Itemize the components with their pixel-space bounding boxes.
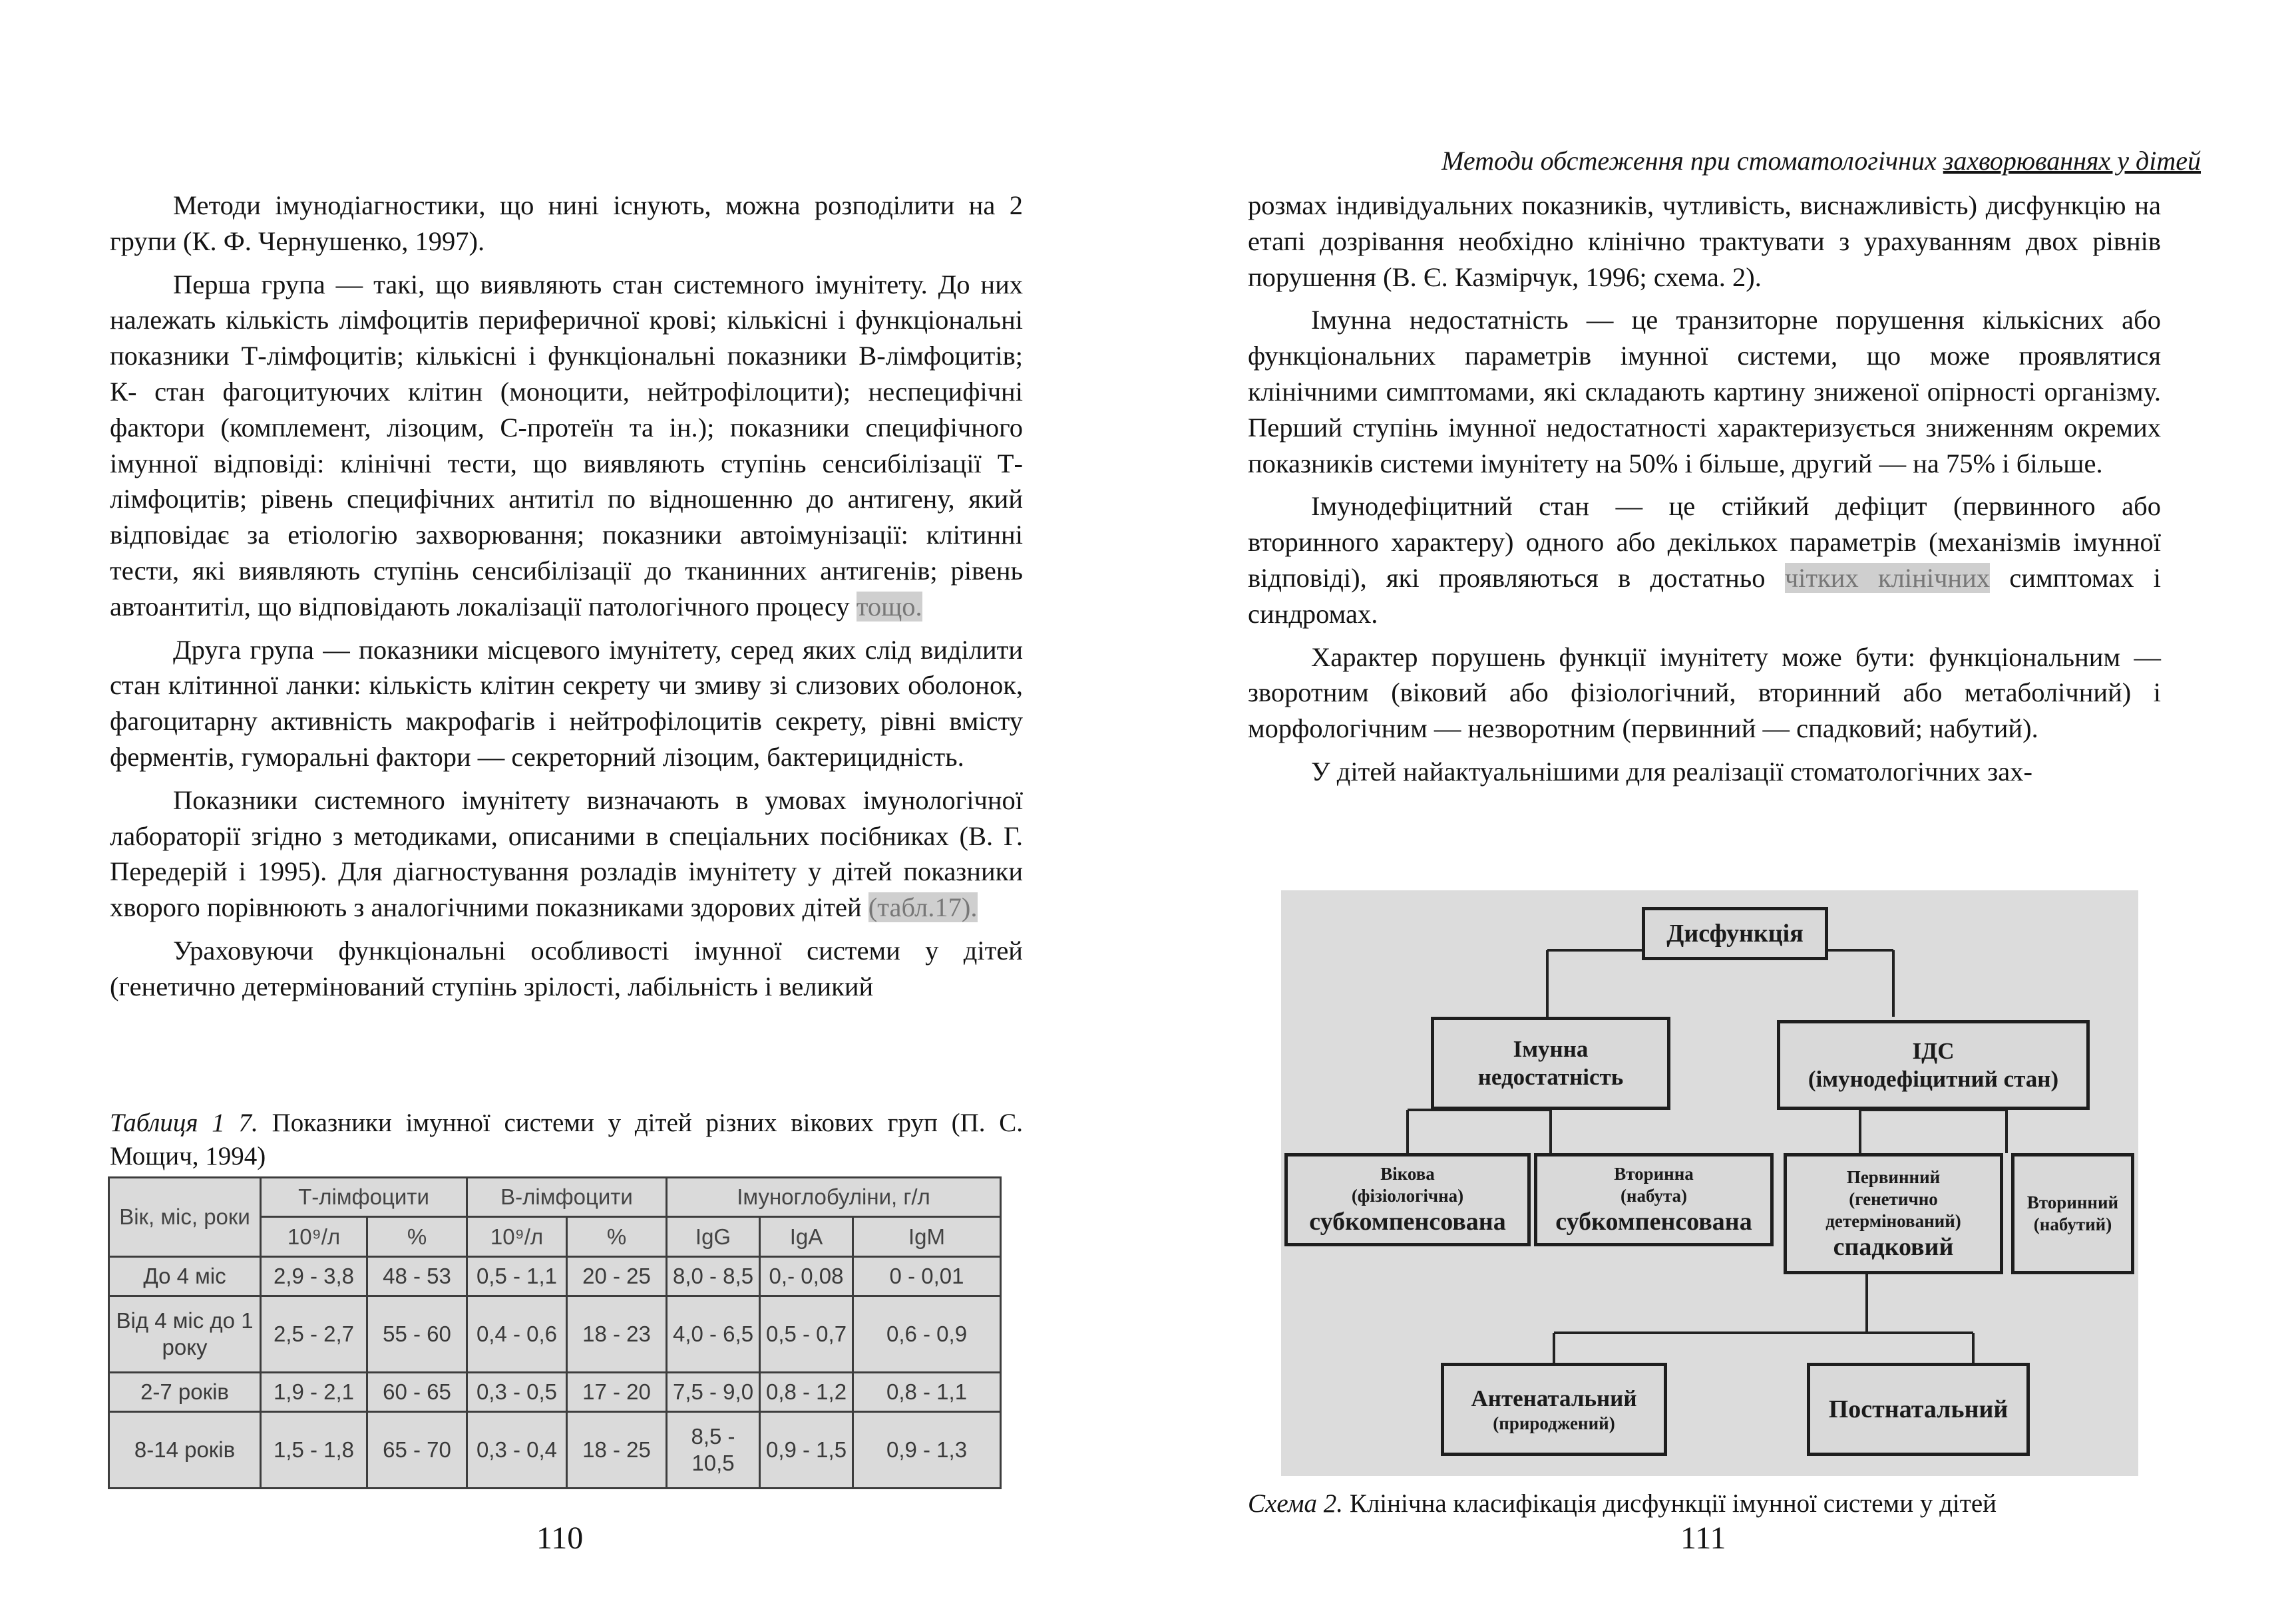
table-subheader-cell: IgM	[853, 1217, 1001, 1256]
paragraph: Методи імунодіагностики, що нині існують, можна розподілити на 2 групи (К. Ф. Чернушенко, 1997).	[110, 190, 1023, 256]
table-cell: Від 4 міс до 1 року	[109, 1296, 261, 1373]
table-caption-label: Таблиця 1 7.	[110, 1109, 258, 1137]
table-cell: 0,3 - 0,4	[467, 1412, 567, 1489]
table-header-cell: Імуноглобуліни, г/л	[667, 1178, 1001, 1217]
immune-indicators-table	[108, 1176, 1002, 1489]
scheme-caption-label: Схема 2.	[1248, 1489, 1344, 1518]
table-cell: 0 - 0,01	[853, 1256, 1001, 1296]
table-row	[109, 1412, 1001, 1489]
table-cell: 65 - 70	[367, 1412, 467, 1489]
table-cell: 1,5 - 1,8	[261, 1412, 367, 1489]
scheme-box-postnatal: Постнатальний	[1807, 1363, 2030, 1456]
table-cell: 48 - 53	[367, 1256, 467, 1296]
table-subheader-cell: 10⁹/л	[261, 1217, 367, 1256]
highlighted-text: чітких клінічних	[1784, 562, 1991, 593]
table-header-cell: В-лімфоцити	[467, 1178, 667, 1217]
table-cell: 7,5 - 9,0	[667, 1372, 760, 1411]
table-subheader-cell: IgA	[760, 1217, 853, 1256]
paragraph: У дітей найактуальнішими для реалізації стоматологічних зах-	[1311, 756, 2032, 787]
paragraph: Перша група — такі, що виявляють стан системного імунітету. До них належать кількість лімфоцитів периферичної крові; кількісні і функціональні показники Т-лімфоцитів; кількісні і функціональні показники В-лімфоцитів; К- стан фагоцитуючих клітин (моноцити, нейтрофілоцити); неспецифічні фактори (комплемент, лізоцим, С-протеїн та ін.); показники специфічного імунної відповіді: клінічні тести, що виявляють ступінь сенсибілізації Т-лімфоцитів; рівень специфічних антитіл по відношенню до антигену, який відповідає за етіологію захворювання; показники автоімунізації: клітинні тести, які виявляють ступінь сенсибілізації до тканинних антигенів; рівень автоантитіл, що відповідають локалізації патологічного процесу тощо.	[110, 269, 1023, 621]
paragraph: Показники системного імунітету визначають в умовах імунологічної лабораторії згідно з методиками, описаними в спеціальних посібниках (В. Г. Передерій і 1995). Для діагностування розладів імунітету у дітей показники хворого порівнюють з аналогічними показниками здорових дітей (табл.17).	[110, 785, 1023, 923]
right-page	[1148, 0, 2296, 1597]
scheme-caption	[1248, 1487, 2161, 1520]
paragraph: Характер порушень функції імунітету може бути: функціональним — зворотним (віковий або фізіологічний, вторинний або метаболічний) і морфологічним — незворотним (первинний — спадковий; набутий).	[1248, 641, 2161, 744]
page-number: 110	[536, 1520, 584, 1556]
table-cell: 0,6 - 0,9	[853, 1296, 1001, 1373]
right-body-text	[1248, 188, 2161, 797]
table-cell: 0,8 - 1,2	[760, 1372, 853, 1411]
scheme-box-antenatal: Антенатальний (природжений)	[1441, 1363, 1667, 1456]
table-cell: 0,3 - 0,5	[467, 1372, 567, 1411]
table-subheader-cell: 10⁹/л	[467, 1217, 567, 1256]
page-number: 111	[1680, 1520, 1726, 1556]
table-cell: 8,5 - 10,5	[667, 1412, 760, 1489]
table-row	[109, 1372, 1001, 1411]
table-cell: 2-7 років	[109, 1372, 261, 1411]
scheme-box-secondary-acquired: Вторинна (набута) субкомпенсована	[1534, 1153, 1774, 1246]
paragraph-continuation: стан фагоцитуючих клітин (моноцити, нейтрофілоцити); неспецифічні фактори (комплемент, лізоцим, С-протеїн та ін.); показники специфічного імунної відповіді: клінічні тести, що виявляють ступінь сенсибілізації Т-лімфоцитів; рівень специфічних антитіл по відношенню до антигену, який відповідає за етіологію захворювання; показники автоімунізації: клітинні тести, які виявляють ступінь сенсибілізації до тканинних антигенів; рівень автоантитіл, що відповідають локалізації патологічного процесу	[110, 376, 1023, 621]
table-cell: 18 - 23	[567, 1296, 667, 1373]
table-header-cell: Вік, міс, роки	[109, 1178, 261, 1257]
scheme-box-age: Вікова (фізіологічна) субкомпенсована	[1284, 1153, 1531, 1246]
table-cell: 0,9 - 1,5	[760, 1412, 853, 1489]
classification-scheme	[1281, 890, 2138, 1476]
scheme-caption-text: Клінічна класифікація дисфункції імунної системи у дітей	[1349, 1489, 1997, 1518]
immune-table-container	[108, 1176, 1000, 1489]
table-reference: (табл.17).	[868, 892, 978, 923]
paragraph-continuation: 1995). Для діагностування розладів імунітету у дітей показники хворого порівнюють з аналогічними показниками здорових дітей	[110, 856, 1023, 923]
table-cell: 2,5 - 2,7	[261, 1296, 367, 1373]
table-cell: До 4 міс	[109, 1256, 261, 1296]
table-cell: 0,- 0,08	[760, 1256, 853, 1296]
table-caption-text: Показники імунної системи у дітей різних вікових груп (П. С. Мощич, 1994)	[110, 1109, 1023, 1170]
paragraph: розмах індивідуальних показників, чутливість, виснажливість) дисфункцію на етапі дозрівання необхідно клінічно трактувати з урахуванням двох рівнів порушення (В. Є. Казмірчук, 1996; схема. 2).	[1248, 190, 2161, 292]
scheme-box-immune-deficiency: Імунна недостатність	[1431, 1017, 1670, 1110]
table-cell: 18 - 25	[567, 1412, 667, 1489]
table-cell: 2,9 - 3,8	[261, 1256, 367, 1296]
paragraph: Ураховуючи функціональні особливості імунної системи у дітей (генетично детермінований ступінь зрілості, лабільність і великий	[110, 935, 1023, 1001]
table-header-row	[109, 1178, 1001, 1217]
table-cell: 60 - 65	[367, 1372, 467, 1411]
table-caption	[110, 1107, 1023, 1173]
paragraph: Друга група — показники місцевого імунітету, серед яких слід виділити стан клітинної ланки: кількість клітин секрету чи змиву зі слизових оболонок, фагоцитарну активність макрофагів і нейтрофілоцитів секрету, рівні вмісту ферментів, гуморальні фактори — секреторний лізоцим, бактерицидність.	[110, 634, 1023, 772]
table-subheader-cell: %	[367, 1217, 467, 1256]
paragraph: Імунодефіцитний стан — це стійкий дефіцит (первинного або вторинного характеру) одного або декількох параметрів (механізмів імунної відповіді), які проявляються в достатньо чітких клінічних симптомах і синдромах.	[1248, 491, 2162, 629]
table-cell: 8,0 - 8,5	[667, 1256, 760, 1296]
table-cell: 4,0 - 6,5	[667, 1296, 760, 1373]
table-cell: 0,5 - 1,1	[467, 1256, 567, 1296]
scheme-box-secondary: Вторинний (набутий)	[2011, 1153, 2134, 1274]
table-cell: 0,8 - 1,1	[853, 1372, 1001, 1411]
left-body-text	[110, 188, 1023, 1012]
table-cell: 0,9 - 1,3	[853, 1412, 1001, 1489]
running-head: Методи обстеження при стоматологічних захворюваннях у дітей	[1441, 146, 2201, 176]
table-cell: 55 - 60	[367, 1296, 467, 1373]
table-cell: 1,9 - 2,1	[261, 1372, 367, 1411]
scheme-box-primary: Первинний (генетично детермінований) спадковий	[1784, 1153, 2003, 1274]
table-cell: 20 - 25	[567, 1256, 667, 1296]
scheme-box-ids: ІДС (імунодефіцитний стан)	[1777, 1020, 2090, 1110]
table-subheader-cell: IgG	[667, 1217, 760, 1256]
table-row	[109, 1296, 1001, 1373]
table-cell: 17 - 20	[567, 1372, 667, 1411]
table-row	[109, 1256, 1001, 1296]
table-header-cell: Т-лімфоцити	[261, 1178, 467, 1217]
running-head-underlined: захворюваннях у дітей	[1943, 146, 2201, 176]
highlighted-text: тощо.	[856, 591, 922, 621]
paragraph-continuation: симптомах і синдромах.	[1248, 562, 2162, 629]
table-cell: 0,5 - 0,7	[760, 1296, 853, 1373]
table-cell: 0,4 - 0,6	[467, 1296, 567, 1373]
paragraph: Імунна недостатність — це транзиторне порушення кількісних або функціональних параметрів імунної системи, що може проявлятися клінічними симптомами, які складають картину зниженої опірності організму. Перший ступінь імунної недостатності характеризується зниженням окремих показників системи імунітету на 50% і більше, другий — на 75% і більше.	[1248, 305, 2161, 478]
table-subheader-cell: %	[567, 1217, 667, 1256]
table-cell: 8-14 років	[109, 1412, 261, 1489]
scheme-box-dysfunction: Дисфункція	[1642, 907, 1828, 960]
